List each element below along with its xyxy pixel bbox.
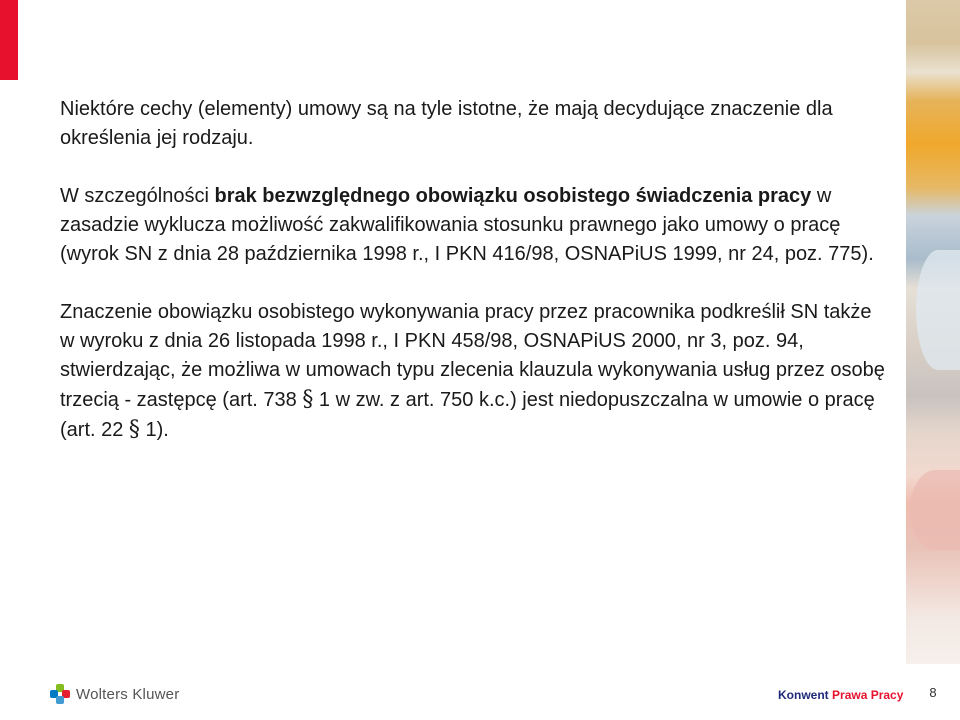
decorative-photo-strip [906,0,960,720]
paragraph-2 [60,182,890,269]
logo-text: Wolters Kluwer [76,685,180,703]
wk-logo-icon [50,684,70,704]
paragraph-2-rest: w zasadzie wyklucza możliwość zakwalifikowania stosunku prawnego jako umowy o pracę (wyrok SN z dnia 28 października 1998 r., I PKN 416/98, OSNAPiUS 1999, nr 24, poz. 775). [60,185,874,265]
event-brand [778,688,903,702]
brand-accent: Prawa Pracy [832,688,904,702]
page-number-badge [906,664,960,720]
paragraph-1: Niektóre cechy (elementy) umowy są na tyle istotne, że mają decydujące znaczenie dla określenia jej rodzaju. [60,98,833,149]
paragraph-2-intro: W szczególności [60,185,215,207]
page-number: 8 [929,684,937,700]
paragraph-3 [60,298,890,445]
accent-bar [0,0,18,80]
paragraph-3-part-c: 1). [139,419,169,441]
paragraph-3-part-a: Znaczenie obowiązku osobistego wykonywania pracy przez pracownika podkreślił SN także w wyroku z dnia 26 listopada 1998 r., I PKN 458/98, OSNAPiUS 2000, nr 3, poz. 94, stwierdzając, że możliwa w umowach typu zlecenia klauzula wykonywania usług przez osobę trzecią - zastępcę (art. 738 [60,301,885,411]
slide-body [60,95,890,474]
paragraph-3-part-b: 1 w zw. z art. 750 k.c.) jest niedopuszczalna w umowie o pracę (art. 22 [60,389,875,441]
paragraph-2-emphasis: brak bezwzględnego obowiązku osobistego świadczenia pracy [214,185,812,207]
section-sign: § [302,387,314,412]
brand-main: Konwent [778,688,829,702]
section-sign: § [128,417,140,442]
wolters-kluwer-logo [50,684,179,704]
